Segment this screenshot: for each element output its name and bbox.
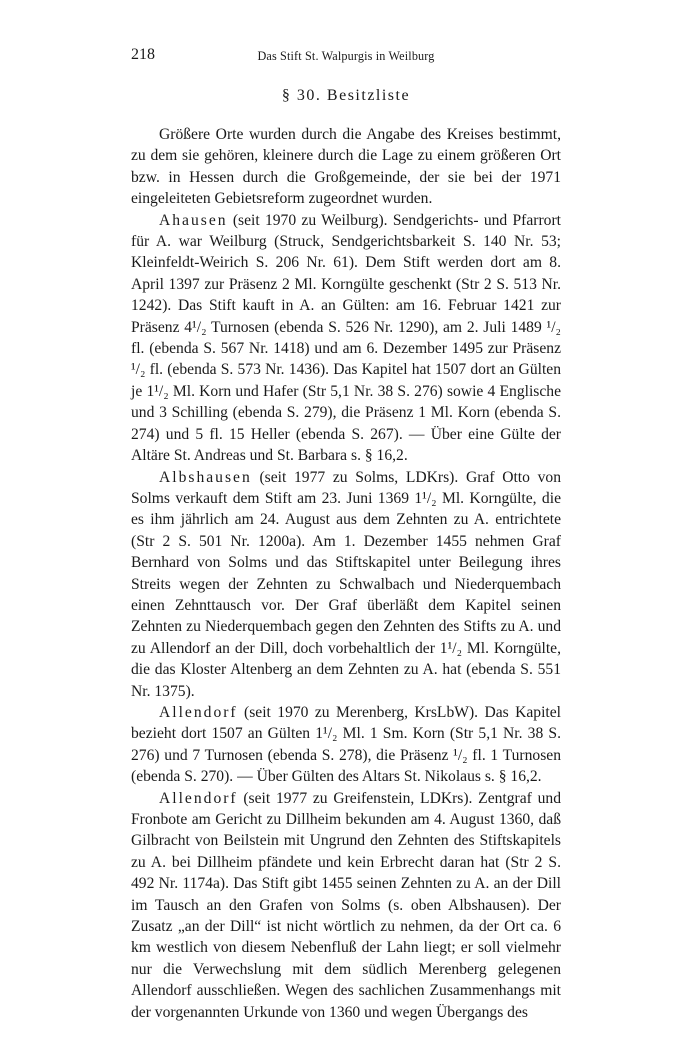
body-text	[131, 124, 561, 1023]
entry-place-name: Allendorf	[159, 789, 238, 807]
paragraph-text: (seit 1977 zu Greifenstein, LDKrs). Zentgraf und Fronbote am Gericht zu Dillheim bekunden am 4. August 1360, daß Gilbracht von Beilstein mit Ungrund den Zehnten des Stiftskapitels zu A. bei Dillheim pfändete und kein Erbrecht daran hat (Str 2 S. 492 Nr. 1174a). Das Stift gibt 1455 seinen Zehnten zu A. an der Dill im Tausch an den Grafen von Solms (s. oben Albshausen). Der Zusatz „an der Dill“ ist nicht wörtlich zu nehmen, da der Ort ca. 6 km westlich von diesem Nebenfluß der Lahn liegt; er soll vielmehr nur die Verwechslung mit dem südlich Merenberg gelegenen Allendorf ausschließen. Wegen des sachlichen Zusammenhangs mit der vorgenannten Urkunde von 1360 und wegen Übergangs des	[131, 789, 561, 1021]
page-header	[131, 46, 561, 70]
entry-place-name: Ahausen	[159, 211, 228, 229]
running-title: Das Stift St. Walpurgis in Weilburg	[257, 49, 435, 63]
paragraph-entry-allendorf-merenberg	[131, 702, 561, 788]
paragraph-text: (seit 1970 zu Merenberg, KrsLbW). Das Kapitel bezieht dort 1507 an Gülten 1¹/₂ Ml. 1 Sm. Korn (Str 5,1 Nr. 38 S. 276) und 7 Turnosen (ebenda S. 278), die Präsenz ¹/₂ fl. 1 Turnosen (ebenda S. 270). — Über Gülten des Altars St. Nikolaus s. § 16,2.	[131, 703, 561, 786]
paragraph-text: Größere Orte wurden durch die Angabe des Kreises bestimmt, zu dem sie gehören, kleinere durch die Lage zu einem größeren Ort bzw. in Hessen durch die Großgemeinde, der sie bei der 1971 eingeleiteten Gebietsreform zugeordnet wurden.	[131, 126, 561, 208]
paragraph-entry-albshausen	[131, 467, 561, 702]
paragraph-entry-allendorf-greifenstein	[131, 788, 561, 1023]
entry-place-name: Allendorf	[159, 703, 238, 721]
page-number: 218	[131, 46, 155, 63]
paragraph-intro	[131, 124, 561, 210]
paragraph-text: (seit 1970 zu Weilburg). Sendgerichts- und Pfarrort für A. war Weilburg (Struck, Sendgerichtsbarkeit S. 140 Nr. 53; Kleinfeldt-Weirich S. 206 Nr. 61). Dem Stift werden dort am 8. April 1397 zur Präsenz 2 Ml. Korngülte geschenkt (Str 2 S. 513 Nr. 1242). Das Stift kauft in A. an Gülten: am 16. Februar 1421 zur Präsenz 4¹/₂ Turnosen (ebenda S. 526 Nr. 1290), am 2. Juli 1489 ¹/₂ fl. (ebenda S. 567 Nr. 1418) und am 6. Dezember 1495 zur Präsenz ¹/₂ fl. (ebenda S. 573 Nr. 1436). Das Kapitel hat 1507 dort an Gülten je 1¹/₂ Ml. Korn und Hafer (Str 5,1 Nr. 38 S. 276) sowie 4 Englische und 3 Schilling (ebenda S. 279), die Präsenz 1 Ml. Korn (ebenda S. 274) und 5 fl. 15 Heller (ebenda S. 267). — Über eine Gülte der Altäre St. Andreas und St. Barbara s. § 16,2.	[131, 211, 561, 465]
paragraph-entry-ahausen	[131, 210, 561, 467]
paragraph-text: (seit 1977 zu Solms, LDKrs). Graf Otto von Solms verkauft dem Stift am 23. Juni 1369 1¹/₂ Ml. Korngülte, die es ihm jährlich am 24. August aus dem Zehnten zu A. entrichtete (Str 2 S. 501 Nr. 1200a). Am 1. Dezember 1455 nehmen Graf Bernhard von Solms und das Stiftskapitel unter Beilegung ihres Streits wegen der Zehnten zu Schwalbach und Niederquembach einen Zehnttausch vor. Der Graf überläßt dem Kapitel seinen Zehnten zu Niederquembach gegen den Zehnten des Stifts zu A. und zu Allendorf an der Dill, doch vorbehaltlich der 1¹/₂ Ml. Korngülte, die das Kloster Altenberg an dem Zehnten zu A. hat (ebenda S. 551 Nr. 1375).	[131, 468, 561, 700]
section-title: § 30. Besitzliste	[281, 87, 411, 104]
entry-place-name: Albshausen	[159, 468, 252, 486]
